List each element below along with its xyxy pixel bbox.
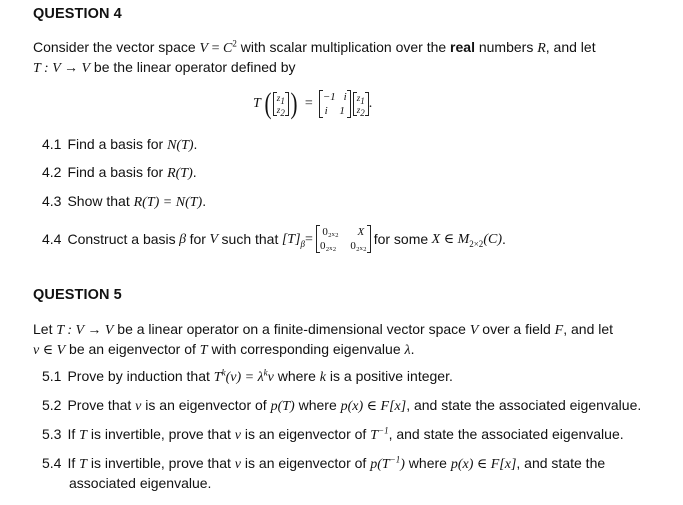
question-4-3: 4.3 Show that R(T) = N(T). — [42, 193, 207, 210]
input-vector: $z_1$ $z_2$ — [273, 92, 289, 116]
question-4-2: 4.2 Find a basis for R(T). — [42, 164, 197, 181]
question-5-intro: Let T : V → V be a linear operator on a finite-dimensional vector space V over a field F, and let v ∈ V be an eigenvector of T with corresponding eigenvalue λ. — [33, 321, 614, 358]
block-matrix: 0₂ₓ₂ X 0₂ₓ₂ 0₂ₓ₂ — [316, 225, 371, 253]
coefficient-matrix: −1 i i 1 — [319, 90, 351, 118]
operator-definition-equation: T ( $z_1$ $z_2$ ) = −1 i i 1 $z_1$ $z_2$ . — [253, 87, 373, 120]
question-5-2: 5.2 Prove that v is an eigenvector of p(T) where p(x) ∈ F[x], and state the associated eigenvalue. — [42, 397, 642, 414]
question-5-1: 5.1 Prove by induction that $T^k(v) = \lambda^kv$ where k is a positive integer. — [42, 367, 453, 385]
question-4-heading: QUESTION 4 — [33, 6, 122, 22]
question-5-heading: QUESTION 5 — [33, 287, 122, 303]
output-vector: $z_1$ $z_2$ — [353, 92, 369, 116]
question-4-intro: Consider the vector space $V = C^2$ with scalar multiplication over the real numbers R, and let T : V → V be the linear operator defined by — [33, 38, 596, 76]
question-4-4: 4.4 Construct a basis β for V such that $[T]_\beta$ = 0₂ₓ₂ X 0₂ₓ₂ 0₂ₓ₂ for some X ∈ $M_{2\times 2}(C)$ . — [42, 226, 506, 252]
question-5-3: 5.3 If T is invertible, prove that v is an eigenvector of $T^{-1}$, and state the associated eigenvalue. — [42, 425, 624, 443]
question-5-4: 5.4 If T is invertible, prove that v is an eigenvector of $p(T^{-1})$ where p(x) ∈ F[x], and state the associated eigenvalue. — [42, 454, 606, 491]
question-4-1: 4.1 Find a basis for N(T). — [42, 136, 198, 153]
